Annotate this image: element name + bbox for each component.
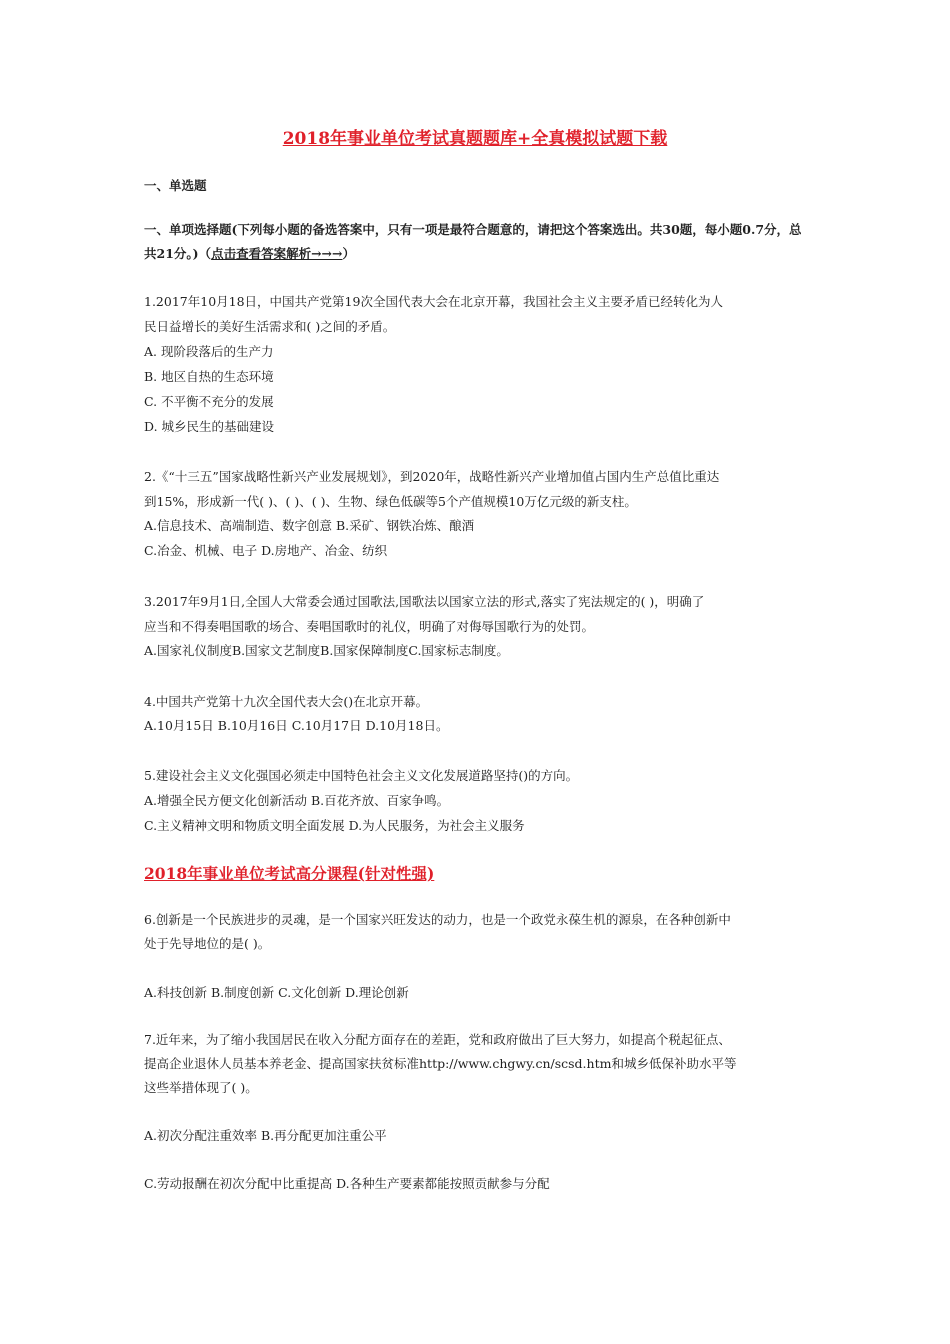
- question-2-line-2: 到15%，形成新一代( )、( )、( )、生物、绿色低碳等5个产值规模10万亿元级的新支柱。: [144, 494, 637, 509]
- instruction-body: 一、单项选择题(下列每小题的备选答案中，只有一项是最符合题意的，请把这个答案选出。共30题，每小题0.7分，总共21分。)（: [144, 222, 802, 261]
- question-3-options: A.国家礼仪制度B.国家文艺制度B.国家保障制度C.国家标志制度。: [144, 643, 509, 658]
- question-1-line-2: 民日益增长的美好生活需求和( )之间的矛盾。: [144, 319, 396, 334]
- question-6-options: A.科技创新 B.制度创新 C.文化创新 D.理论创新: [144, 985, 409, 1000]
- question-1-option-b: B. 地区自热的生态环境: [144, 369, 274, 384]
- question-1-line-1: 1.2017年10月18日，中国共产党第19次全国代表大会在北京开幕，我国社会主义主要矛盾已经转化为人: [144, 294, 723, 309]
- question-1-option-c: C. 不平衡不充分的发展: [144, 394, 274, 409]
- question-7-line-1: 7.近年来，为了缩小我国居民在收入分配方面存在的差距，党和政府做出了巨大努力，如提高个税起征点、: [144, 1032, 731, 1047]
- course-heading-link[interactable]: 2018年事业单位考试高分课程(针对性强): [144, 864, 435, 883]
- question-7-options-cd: C.劳动报酬在初次分配中比重提高 D.各种生产要素都能按照贡献参与分配: [144, 1176, 550, 1191]
- answer-link[interactable]: 点击查看答案解析→→→: [211, 246, 343, 261]
- instruction-end: ）: [342, 246, 355, 261]
- question-2-options-ab: A.信息技术、高端制造、数字创意 B.采矿、钢铁冶炼、酿酒: [144, 518, 475, 533]
- question-5-options-ab: A.增强全民方便文化创新活动 B.百花齐放、百家争鸣。: [144, 793, 450, 808]
- question-7-line-3: 这些举措体现了( )。: [144, 1080, 258, 1095]
- question-1-option-d: D. 城乡民生的基础建设: [144, 419, 275, 434]
- section-heading: 一、单选题: [144, 178, 207, 193]
- question-1-option-a: A. 现阶段落后的生产力: [144, 344, 274, 359]
- question-2-line-1: 2.《“十三五”国家战略性新兴产业发展规划》，到2020年，战略性新兴产业增加值占国内生产总值比重达: [144, 469, 720, 484]
- question-6-line-2: 处于先导地位的是( )。: [144, 936, 271, 951]
- question-2-options-cd: C.冶金、机械、电子 D.房地产、冶金、纺织: [144, 543, 388, 558]
- question-7-options-ab: A.初次分配注重效率 B.再分配更加注重公平: [144, 1128, 387, 1143]
- question-4-options: A.10月15日 B.10月16日 C.10月17日 D.10月18日。: [144, 718, 449, 733]
- question-3-line-1: 3.2017年9月1日,全国人大常委会通过国歌法,国歌法以国家立法的形式,落实了宪法规定的( )，明确了: [144, 594, 705, 609]
- question-6-line-1: 6.创新是一个民族进步的灵魂，是一个国家兴旺发达的动力，也是一个政党永葆生机的源泉，在各种创新中: [144, 912, 731, 927]
- question-5-line-1: 5.建设社会主义文化强国必须走中国特色社会主义文化发展道路坚持()的方向。: [144, 768, 579, 783]
- instruction-text: [144, 218, 810, 266]
- question-7-line-2: 提高企业退休人员基本养老金、提高国家扶贫标准http://www.chgwy.cn/scsd.htm和城乡低保补助水平等: [144, 1056, 737, 1071]
- question-5-options-cd: C.主义精神文明和物质文明全面发展 D.为人民服务，为社会主义服务: [144, 818, 525, 833]
- question-3-line-2: 应当和不得奏唱国歌的场合、奏唱国歌时的礼仪，明确了对侮辱国歌行为的处罚。: [144, 619, 595, 634]
- document-title[interactable]: 2018年事业单位考试真题题库+全真模拟试题下载: [282, 129, 668, 149]
- question-4-line-1: 4.中国共产党第十九次全国代表大会()在北京开幕。: [144, 694, 429, 709]
